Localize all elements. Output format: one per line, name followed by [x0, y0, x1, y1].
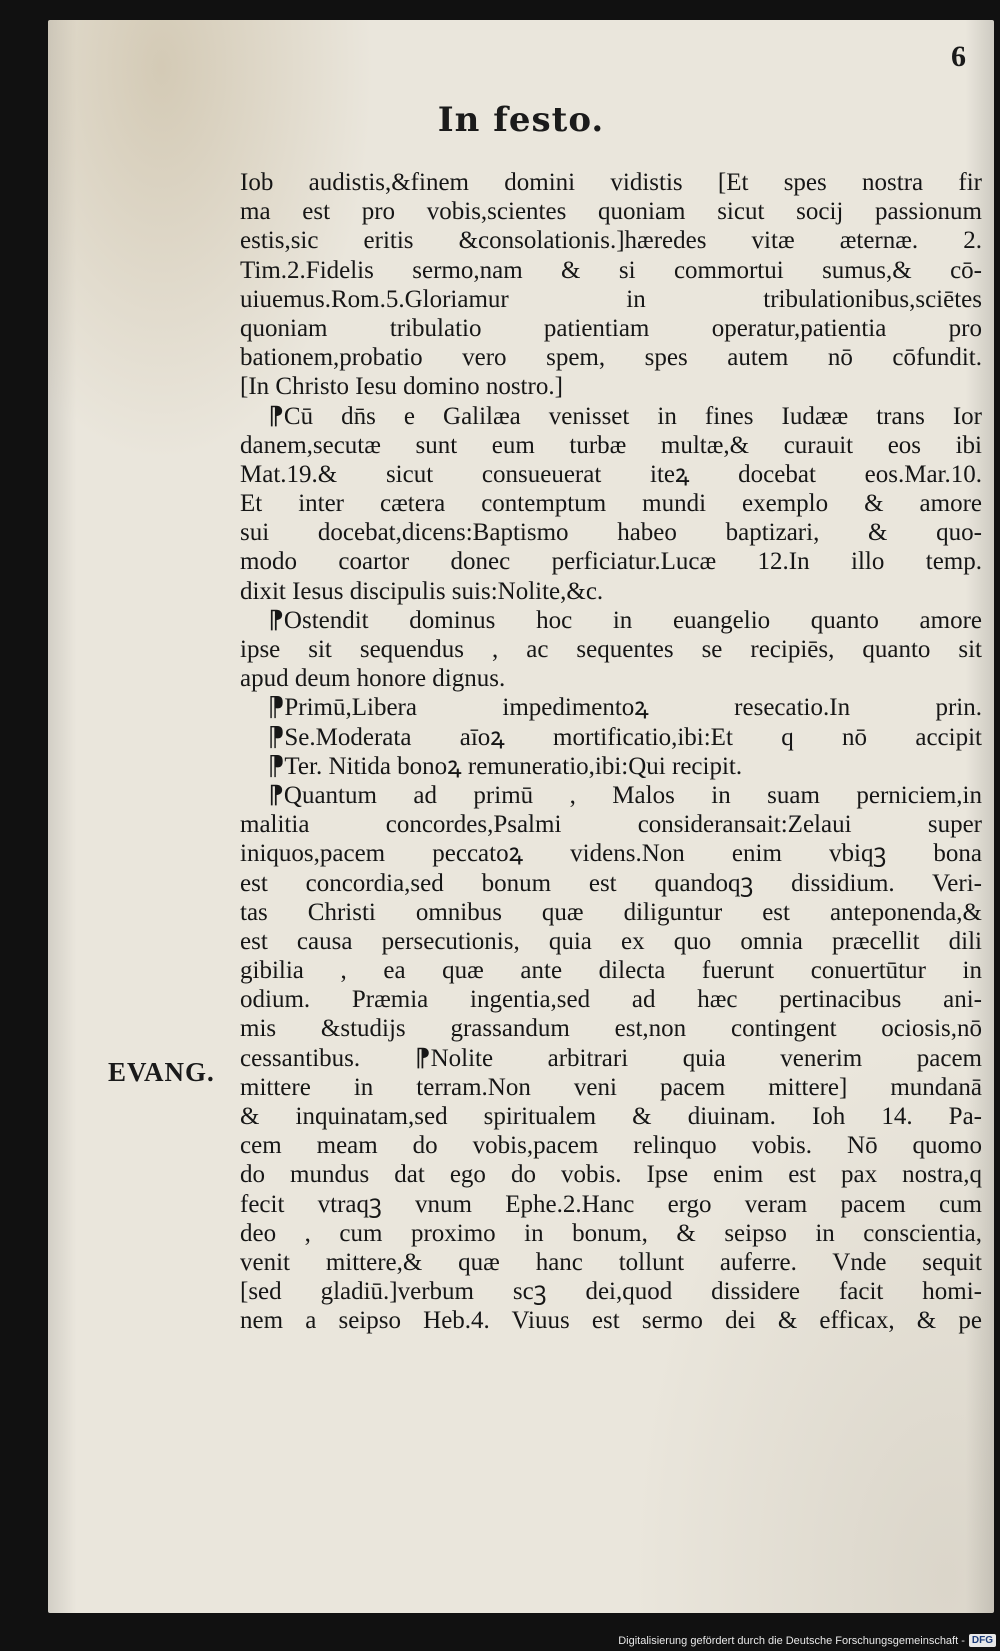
- text-line: cessantibus. ⁋Nolite arbitrari quia venerim pacem: [240, 1044, 982, 1072]
- text-block: [240, 168, 982, 1336]
- text-line: mittere in terram.Non veni pacem mittere] mundanā: [240, 1073, 982, 1101]
- folio-number: 6: [951, 40, 966, 73]
- text-line: iniquos,pacem peccatoꝝ videns.Non enim vbiqꝫ bona: [240, 840, 982, 868]
- text-line: Mat.19.& sicut consueuerat iteꝝ docebat eos.Mar.10.: [240, 460, 982, 488]
- text-line: ⁋Quantum ad primū , Malos in suam perniciem,in: [268, 781, 982, 809]
- book-page: [48, 20, 994, 1613]
- text-line: deo , cum proximo in bonum, & seipso in conscientia,: [240, 1219, 982, 1247]
- text-line: modo coartor donec perficiatur.Lucæ 12.In illo temp.: [240, 548, 982, 576]
- text-line: malitia concordes,Psalmi consideransait:Zelaui super: [240, 811, 982, 839]
- text-line: ⁋Se.Moderata aīoꝝ mortificatio,ibi:Et q nō accipit: [268, 723, 982, 751]
- text-line: sui docebat,dicens:Baptismo habeo baptizari, & quo-: [240, 519, 982, 547]
- footer-credit: [618, 1634, 996, 1647]
- text-line: cem meam do vobis,pacem relinquo vobis. Nō quomo: [240, 1132, 982, 1160]
- text-line: nem a seipso Heb.4. Viuus est sermo dei & efficax, & pe: [240, 1307, 982, 1335]
- text-line: ma est pro vobis,scientes quoniam sicut socij passionum: [240, 198, 982, 226]
- text-line: do mundus dat ego do vobis. Ipse enim est pax nostra,q: [240, 1161, 982, 1189]
- text-line: apud deum honore dignus.: [240, 665, 506, 693]
- text-line: ipse sit sequendus , ac sequentes se recipiēs, quanto sit: [240, 636, 982, 663]
- text-line: ⁋Cū dn̄s e Galilæa venisset in fines Iudææ trans Ior: [268, 402, 982, 430]
- text-line: ⁋Ostendit dominus hoc in euangelio quanto amore: [268, 606, 982, 634]
- text-line: & inquinatam,sed spiritualem & diuinam. Ioh 14. Pa-: [240, 1103, 982, 1130]
- text-line: [In Christo Iesu domino nostro.]: [240, 373, 563, 401]
- text-line: dixit Iesus discipulis suis:Nolite,&c.: [240, 577, 604, 605]
- text-line: bationem,probatio vero spem, spes autem nō cōfundit.: [240, 344, 982, 372]
- text-line: gibilia , ea quæ ante dilecta fuerunt conuertūtur in: [240, 957, 982, 985]
- text-line: ⁋Primū,Libera impedimentoꝝ resecatio.In prin.: [268, 694, 982, 722]
- text-line: Et inter cætera contemptum mundi exemplo & amore: [240, 490, 982, 518]
- text-line: uiuemus.Rom.5.Gloriamur in tribulationibus,sciētes: [240, 285, 982, 313]
- text-line: danem,secutæ sunt eum turbæ multæ,& curauit eos ibi: [240, 431, 982, 459]
- text-line: odium. Præmia ingentia,sed ad hæc pertinacibus ani-: [240, 986, 982, 1014]
- text-line: Tim.2.Fidelis sermo,nam & si commortui sumus,& cō-: [240, 256, 982, 284]
- text-line: quoniam tribulatio patientiam operatur,patientia pro: [240, 314, 982, 342]
- text-line: fecit vtraqꝫ vnum Ephe.2.Hanc ergo veram pacem cum: [240, 1190, 982, 1218]
- text-line: tas Christi omnibus quæ diliguntur est anteponenda,&: [240, 898, 982, 926]
- text-line: venit mittere,& quæ hanc tollunt auferre. Vnde sequit: [240, 1248, 982, 1276]
- footer-text: Digitalisierung gefördert durch die Deutsche Forschungsgemeinschaft -: [618, 1634, 965, 1647]
- text-line: est concordia,sed bonum est quandoqꝫ dissidium. Veri-: [240, 869, 982, 897]
- running-head: In festo.: [437, 100, 605, 140]
- text-line: ⁋Ter. Nitida bonoꝝ remuneratio,ibi:Qui recipit.: [268, 752, 743, 780]
- dfg-logo: DFG: [969, 1634, 996, 1647]
- text-line: estis,sic eritis &consolationis.]hæredes vitæ æternæ. 2.: [240, 227, 982, 255]
- text-line: [sed gladiū.]verbum scꝫ dei,quod dissidere facit homi-: [240, 1278, 982, 1306]
- margin-note: EVANG.: [108, 1057, 215, 1087]
- text-line: Iob audistis,&finem domini vidistis [Et spes nostra fir: [240, 169, 982, 196]
- text-line: est causa persecutionis, quia ex quo omnia præcellit dili: [240, 927, 982, 955]
- text-line: mis &studijs grassandum est,non contingent ociosis,nō: [240, 1015, 982, 1043]
